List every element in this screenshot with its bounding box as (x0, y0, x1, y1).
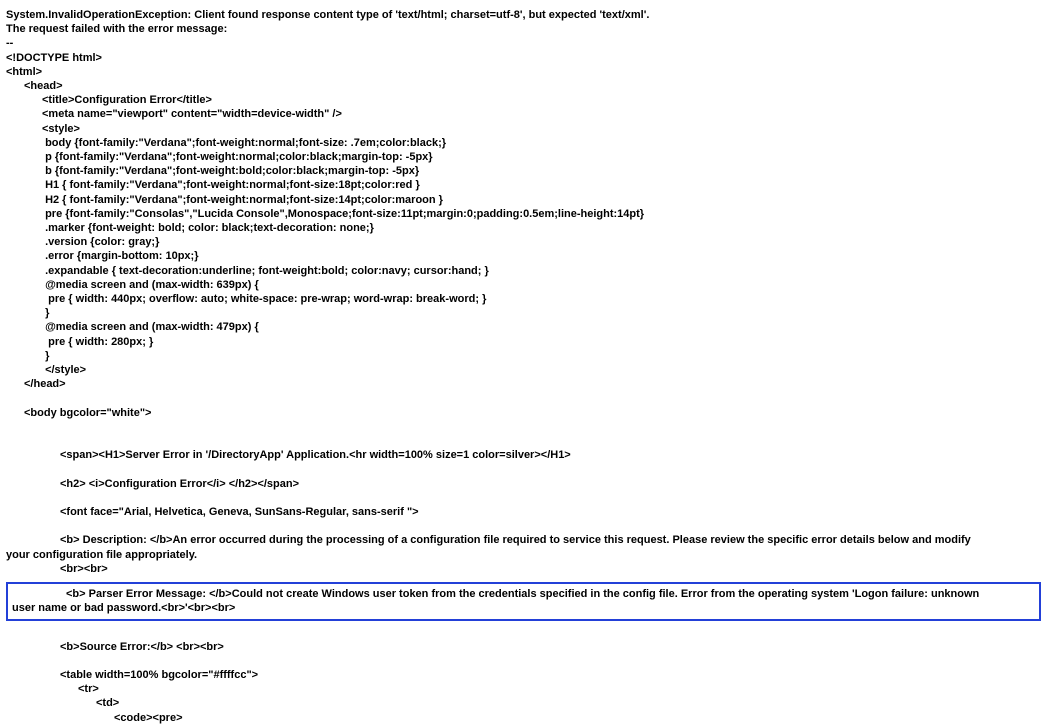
exception-header-line: The request failed with the error message: (6, 23, 228, 36)
code-line: H1 { font-family:"Verdana";font-weight:normal;font-size:18pt;color:red } (42, 179, 420, 192)
code-line: </style> (42, 364, 87, 377)
parser-error-message-box[interactable] (6, 582, 1041, 621)
code-line: <title>Configuration Error</title> (42, 94, 212, 107)
code-line-table-open: <table width=100% bgcolor="#ffffcc"> (60, 669, 259, 682)
code-line: .version {color: gray;} (42, 236, 160, 249)
exception-header (6, 8, 1041, 51)
code-line-td-open: <td> (96, 697, 120, 710)
code-line: } (42, 307, 50, 320)
code-line: } (42, 349, 50, 362)
description-block (6, 533, 1041, 576)
code-line-config-error-heading: <h2> <i>Configuration Error</i> </h2></span> (60, 477, 300, 490)
code-line: pre { width: 280px; } (42, 335, 154, 348)
code-line: p {font-family:"Verdana";font-weight:normal;color:black;margin-top: -5px} (42, 151, 433, 164)
code-line: </head> (24, 378, 66, 391)
blank-line (6, 654, 1041, 668)
blank-line (6, 519, 1041, 533)
code-line: <head> (24, 80, 63, 93)
code-line: @media screen and (max-width: 639px) { (42, 278, 259, 291)
code-line-body-open: <body bgcolor="white"> (24, 406, 152, 419)
code-line: @media screen and (max-width: 479px) { (42, 321, 259, 334)
parser-error-highlight-wrap (6, 582, 1041, 621)
code-line-server-error-heading: <span><H1>Server Error in '/DirectoryApp' Application.<hr width=100% size=1 color=silver></H1> (60, 449, 571, 462)
code-line-font-open: <font face="Arial, Helvetica, Geneva, SunSans-Regular, sans-serif "> (60, 506, 419, 519)
blank-line (6, 391, 1041, 405)
code-line: <meta name="viewport" content="width=device-width" /> (42, 108, 342, 121)
blank-line (6, 420, 1041, 434)
code-line-source-error: <b>Source Error:</b> <br><br> (60, 640, 224, 653)
code-line: <html> (6, 65, 43, 78)
exception-header-line: -- (6, 37, 14, 50)
blank-line (6, 625, 1041, 639)
blank-line (6, 434, 1041, 448)
code-line: .marker {font-weight: bold; color: black;text-decoration: none;} (42, 222, 374, 235)
parser-error-line-2: user name or bad password.<br>'<br><br> (12, 602, 236, 615)
code-line: b {font-family:"Verdana";font-weight:bold;color:black;margin-top: -5px} (42, 165, 420, 178)
code-line-code-pre-open: <code><pre> (114, 711, 183, 724)
exception-header-line: System.InvalidOperationException: Client found response content type of 'text/html; charset=utf-8', but expected 'text/xml'. (6, 9, 650, 21)
code-line: <style> (42, 122, 80, 135)
blank-line (6, 462, 1041, 476)
html-source-head-block (6, 51, 1041, 392)
parser-error-line-1: <b> Parser Error Message: </b>Could not create Windows user token from the credentials specified in the config file. Error from the operating system 'Logon failure: unknown (66, 588, 980, 601)
description-line-2: your configuration file appropriately. (6, 548, 198, 561)
code-line: body {font-family:"Verdana";font-weight:normal;font-size: .7em;color:black;} (42, 136, 447, 149)
code-line: <!DOCTYPE html> (6, 51, 102, 64)
description-line-1: <b> Description: </b>An error occurred during the processing of a configuration file required to service this request. Please review the specific error details below and modify (60, 534, 971, 547)
code-line: pre {font-family:"Consolas","Lucida Console",Monospace;font-size:11pt;margin:0;padding:0.5em;line-height:14pt} (42, 207, 645, 220)
code-line-tr-open: <tr> (78, 683, 99, 696)
blank-line (6, 491, 1041, 505)
description-line-3: <br><br> (60, 562, 108, 575)
code-line: .expandable { text-decoration:underline; font-weight:bold; color:navy; cursor:hand; } (42, 264, 489, 277)
code-line: pre { width: 440px; overflow: auto; white-space: pre-wrap; word-wrap: break-word; } (42, 293, 487, 306)
code-line: .error {margin-bottom: 10px;} (42, 250, 199, 263)
code-line: H2 { font-family:"Verdana";font-weight:normal;font-size:14pt;color:maroon } (42, 193, 443, 206)
